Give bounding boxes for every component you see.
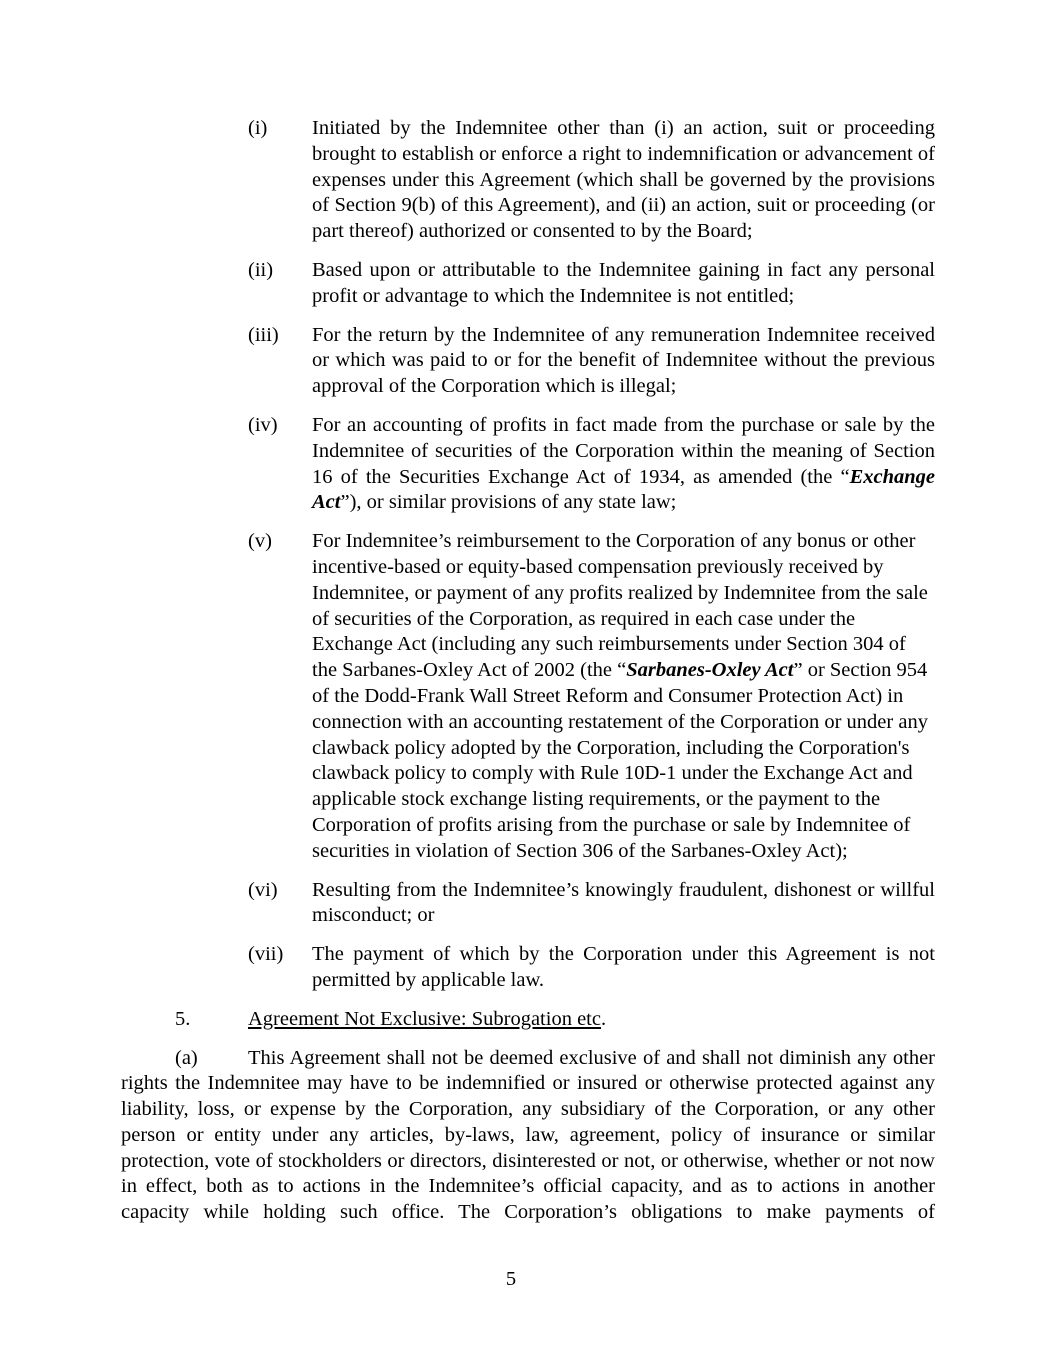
item-text xyxy=(312,413,935,516)
item-text xyxy=(312,942,935,994)
list-item xyxy=(248,878,935,930)
list-item xyxy=(248,258,935,310)
item-text-run: ” or Section 954 of the Dodd-Frank Wall Street Reform and Consumer Protection Act) in connection with an accounting restatement of the Corporation or under any clawback policy adopted by the Corporation, including the Corporation's clawback policy to comply with Rule 10D-1 under the Exchange Act and applicable stock exchange listing requirements, or the payment to the Corporation of profits arising from the purchase or sale by Indemnitee of securities in violation of Section 306 of the Sarbanes-Oxley Act); xyxy=(312,659,928,862)
item-text-run: For the return by the Indemnitee of any remuneration Indemnitee received or which was paid to or for the benefit of Indemnitee without the previous approval of the Corporation which is illegal; xyxy=(312,323,935,398)
list-item xyxy=(248,323,935,400)
items-list xyxy=(121,116,935,994)
item-label: (iii) xyxy=(248,323,279,346)
defined-term: Sarbanes-Oxley Act xyxy=(626,659,794,682)
item-text-run: The payment of which by the Corporation under this Agreement is not permitted by applicable law. xyxy=(312,943,935,991)
item-text xyxy=(312,529,935,864)
list-item xyxy=(248,116,935,245)
list-item xyxy=(248,529,935,864)
section-title: Agreement Not Exclusive: Subrogation etc xyxy=(248,1007,601,1030)
list-item xyxy=(248,942,935,994)
defined-term: Exchange Act xyxy=(312,465,935,514)
item-label: (i) xyxy=(248,117,268,139)
paragraph-a xyxy=(121,1046,935,1227)
item-text xyxy=(312,116,935,245)
item-text xyxy=(312,258,935,310)
section-number: 5. xyxy=(175,1007,191,1030)
item-label: (ii) xyxy=(248,258,274,281)
item-text-run: ”), or similar provisions of any state law; xyxy=(340,491,677,514)
page-content xyxy=(121,116,935,1226)
item-label: (vi) xyxy=(248,878,278,901)
item-label: (iv) xyxy=(248,413,278,436)
item-text-run: Based upon or attributable to the Indemnitee gaining in fact any personal profit or advantage to which the Indemnitee is not entitled; xyxy=(312,258,935,307)
item-label: (vii) xyxy=(248,943,284,966)
paragraph-a-text: This Agreement shall not be deemed exclusive of and shall not diminish any other rights the Indemnitee may have to be indemnified or insured or otherwise protected against any liability, loss, or expense by the Corporation, any subsidiary of the Corporation, or any other person or entity under any articles, by-laws, law, agreement, policy of insurance or similar protection, vote of stockholders or directors, disinterested or not, or otherwise, whether or not now in effect, both as to actions in the Indemnitee’s official capacity, and as to actions in another capacity while holding such office. The Corporation’s obligations to make payments of xyxy=(121,1046,935,1224)
list-item xyxy=(248,413,935,516)
section-title-period: . xyxy=(600,1007,607,1030)
paragraph-a-label: (a) xyxy=(175,1046,198,1069)
section-heading xyxy=(121,1007,935,1033)
item-text-run: Resulting from the Indemnitee’s knowingly fraudulent, dishonest or willful misconduct; or xyxy=(312,878,935,927)
item-text xyxy=(312,878,935,930)
item-text-run: Initiated by the Indemnitee other than (i) an action, suit or proceeding brought to establish or enforce a right to indemnification or advancement of expenses under this Agreement (which shall be governed by the provisions of Section 9(b) of this Agreement), and (ii) an action, suit or proceeding (or part thereof) authorized or consented to by the Board; xyxy=(312,117,935,243)
item-text xyxy=(312,323,935,400)
page-number: 5 xyxy=(505,1268,517,1290)
item-text-run: For Indemnitee’s reimbursement to the Corporation of any bonus or other incentive-based or equity-based compensation previously received by Indemnitee, or payment of any profits realized by Indemnitee from the sale of securities of the Corporation, as required in each case under the Exchange Act (including any such reimbursements under Section 304 of the Sarbanes-Oxley Act of 2002 (the “ xyxy=(312,530,928,682)
item-text-run: For an accounting of profits in fact made from the purchase or sale by the Indemnitee of securities of the Corporation within the meaning of Section 16 of the Securities Exchange Act of 1934, as amended (the “ xyxy=(312,413,935,488)
item-label: (v) xyxy=(248,530,272,553)
